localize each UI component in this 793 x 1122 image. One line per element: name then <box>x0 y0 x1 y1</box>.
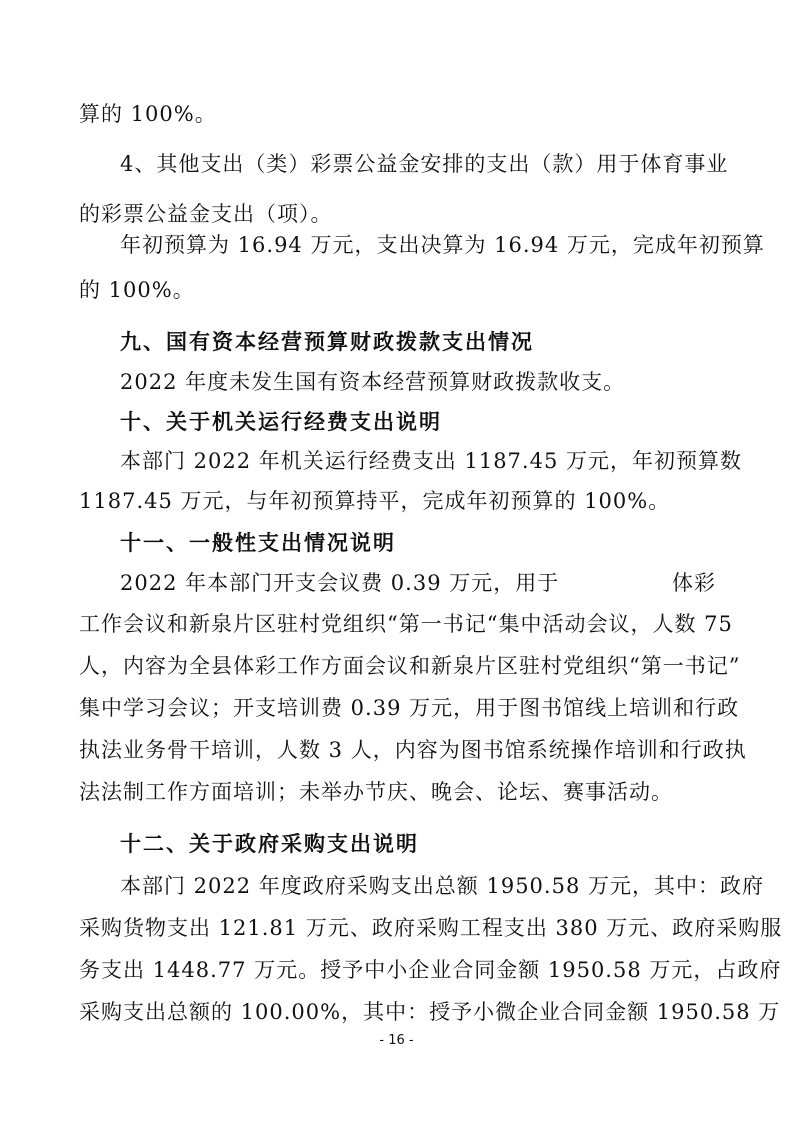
paragraph-line: 采购货物支出 121.81 万元、政府采购工程支出 380 万元、政府采购服 <box>79 916 783 940</box>
paragraph-line: 执法业务骨干培训，人数 3 人，内容为图书馆系统操作培训和行政执 <box>79 738 747 762</box>
paragraph-line: 1187.45 万元，与年初预算持平，完成年初预算的 100%。 <box>79 489 671 513</box>
paragraph-line: 法法制工作方面培训；未举办节庆、晚会、论坛、赛事活动。 <box>79 780 673 804</box>
paragraph-line: 的彩票公益金支出（项）。 <box>79 202 333 226</box>
paragraph-line-fragment: 体彩 <box>672 571 716 595</box>
paragraph-line: 集中学习会议；开支培训费 0.39 万元，用于图书馆线上培训和行政 <box>79 696 740 720</box>
section-heading: 十一、一般性支出情况说明 <box>120 530 396 555</box>
paragraph-line: 工作会议和新泉片区驻村党组织“第一书记“集中活动会议，人数 75 <box>79 612 733 636</box>
paragraph-line: 务支出 1448.77 万元。授予中小企业合同金额 1950.58 万元，占政府 <box>79 958 782 982</box>
section-heading: 十二、关于政府采购支出说明 <box>120 831 419 856</box>
section-heading: 九、国有资本经营预算财政拨款支出情况 <box>120 329 534 354</box>
paragraph-line: 算的 100%。 <box>79 102 217 126</box>
paragraph-line: 2022 年本部门开支会议费 0.39 万元，用于 <box>120 571 560 595</box>
paragraph-line: 2022 年度未发生国有资本经营预算财政拨款收支。 <box>120 370 626 394</box>
paragraph-line: 人，内容为全县体彩工作方面会议和新泉片区驻村党组织“第一书记” <box>79 654 741 678</box>
paragraph-line: 本部门 2022 年机关运行经费支出 1187.45 万元，年初预算数 <box>120 449 742 473</box>
paragraph-line: 本部门 2022 年度政府采购支出总额 1950.58 万元，其中：政府 <box>120 874 764 898</box>
paragraph-line: 年初预算为 16.94 万元，支出决算为 16.94 万元，完成年初预算 <box>120 233 765 257</box>
paragraph-line: 的 100%。 <box>79 278 195 302</box>
paragraph-line: 采购支出总额的 100.00%，其中：授予小微企业合同金额 1950.58 万 <box>79 1000 781 1024</box>
paragraph-line: 4、其他支出（类）彩票公益金安排的支出（款）用于体育事业 <box>120 152 729 176</box>
page-number: - 16 - <box>379 1033 414 1048</box>
section-heading: 十、关于机关运行经费支出说明 <box>120 409 442 434</box>
